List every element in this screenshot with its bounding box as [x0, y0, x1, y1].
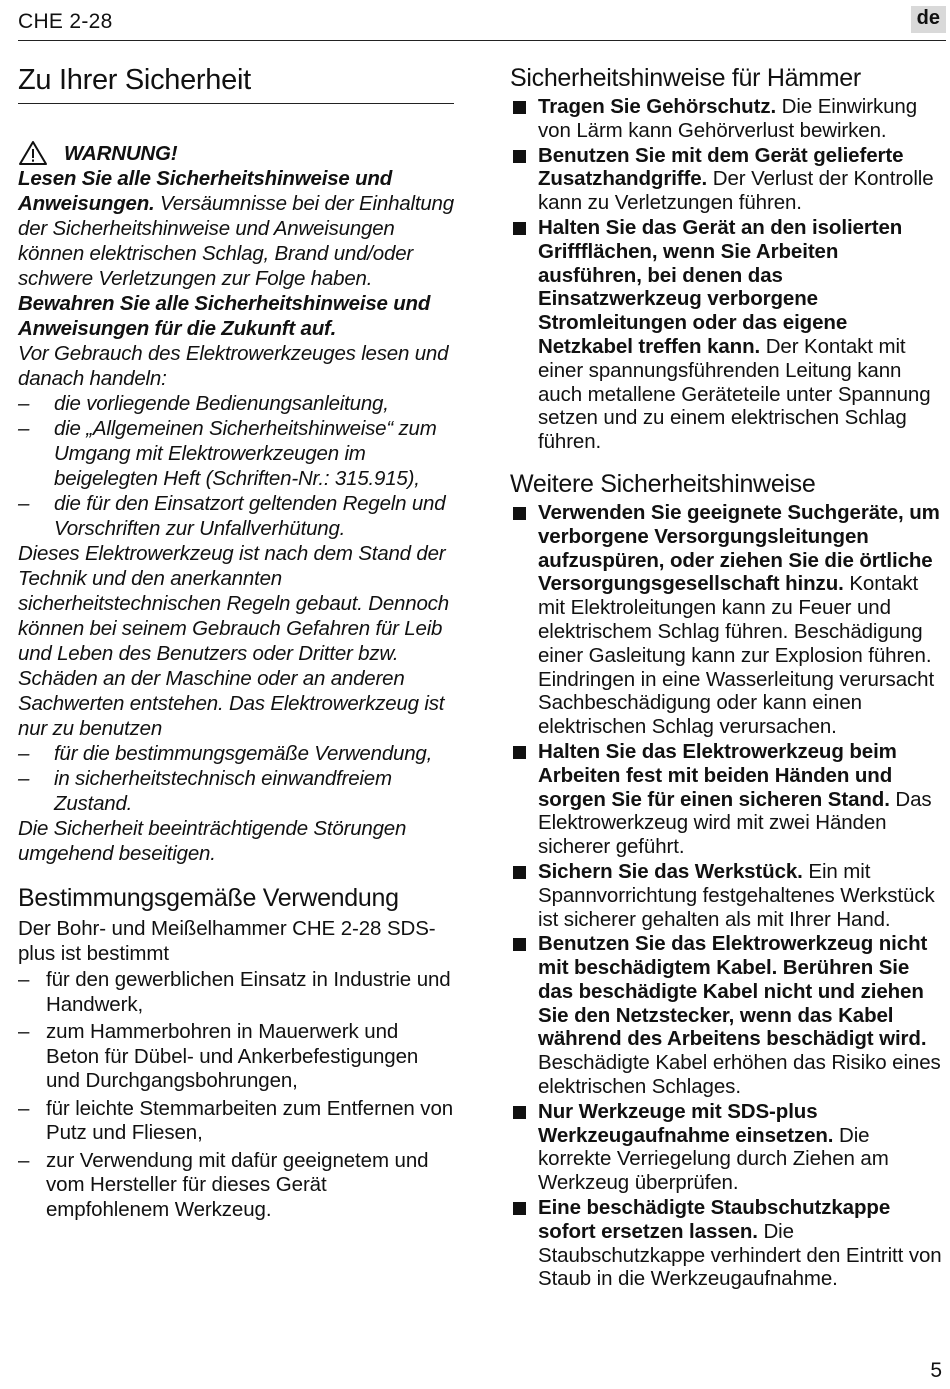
section-title-hammers: Sicherheitshinweise für Hämmer	[510, 64, 861, 92]
intended-use-intro: Der Bohr- und Meißelhammer CHE 2-28 SDS-plus ist bestimmt	[18, 917, 436, 965]
further-safety-list	[510, 501, 946, 1291]
warning-triangle-icon	[18, 140, 48, 166]
section-title-further: Weitere Sicherheitshinweise	[510, 469, 816, 498]
list-item: Tragen Sie Gehörschutz. Die Einwirkung von Lärm kann Gehörverlust bewirken.	[510, 95, 946, 143]
bullet-square-icon	[513, 938, 526, 951]
intended-use-block	[18, 917, 454, 1222]
bullet-square-icon	[513, 1202, 526, 1215]
list-item: – für den gewerblichen Einsatz in Industrie und Handwerk,	[18, 968, 451, 1016]
bullet-square-icon	[513, 1106, 526, 1119]
page-number: 5	[930, 1359, 942, 1382]
bullet-square-icon	[513, 101, 526, 114]
intended-use-list	[18, 968, 454, 1222]
warning-heading	[18, 140, 454, 166]
list-item: Benutzen Sie mit dem Gerät gelieferte Zusatzhandgriffe. Der Verlust der Kontrolle kann zu Verletzungen führen.	[510, 144, 946, 215]
list-item: Halten Sie das Elektrowerkzeug beim Arbeiten fest mit beiden Händen und sorgen Sie für einen sicheren Stand. Das Elektrowerkzeug wird mit zwei Händen sicherer geführt.	[510, 740, 946, 859]
bullet-square-icon	[513, 746, 526, 759]
bullet-square-icon	[513, 222, 526, 235]
bullet-square-icon	[513, 150, 526, 163]
list-item: Nur Werkzeuge mit SDS-plus Werkzeugaufnahme einsetzen. Die korrekte Verriegelung durch Ziehen am Werkzeug überprüfen.	[510, 1100, 946, 1195]
warning-consequences: Versäumnisse bei der Einhaltung der Sicherheitshinweise und Anweisungen können elektrischen Schlag, Brand und/oder schwere Verletzungen zur Folge haben.	[18, 192, 454, 290]
bullet-square-icon	[513, 866, 526, 879]
warning-label: WARNUNG!	[64, 141, 178, 165]
list-item: – zur Verwendung mit dafür geeignetem und vom Hersteller für dieses Gerät empfohlenem Werkzeug.	[18, 1148, 429, 1221]
hammer-safety-list	[510, 95, 946, 454]
bullet-square-icon	[513, 507, 526, 520]
list-item: Halten Sie das Gerät an den isolierten Griffflächen, wenn Sie Arbeiten ausführen, bei denen das Einsatzwerkzeug verborgene Stromleitungen oder das eigene Netzkabel treffen kann. Der Kontakt mit einer spannungsführenden Leitung kann auch metallene Geräteteile unter Spannung setzen und zu einem elektrischen Schlag führen.	[510, 216, 946, 454]
right-column	[510, 62, 946, 1292]
page-header	[18, 0, 946, 41]
language-badge: de	[911, 6, 946, 33]
warning-paragraph-3: Dieses Elektrowerkzeug ist nach dem Stand der Technik und den anerkannten sicherheitstechnischen Regeln gebaut. Dennoch können bei seinem Gebrauch Gefahren für Leib und Leben des Benutzers oder Dritter bzw. Schäden an der Maschine oder an anderen Sachwerten entstehen. Das Elektrowerkzeug ist nur zu benutzen	[18, 542, 449, 740]
warning-paragraph-1	[18, 166, 454, 341]
list-item: Eine beschädigte Staubschutzkappe sofort ersetzen lassen. Die Staubschutzkappe verhindert den Eintritt von Staub in die Werkzeugaufnahme.	[510, 1196, 946, 1291]
list-item: – zum Hammerbohren in Mauerwerk und Beton für Dübel- und Ankerbefestigungen und Durchgangsbohrungen,	[18, 1020, 419, 1092]
section-title-safety: Zu Ihrer Sicherheit	[18, 62, 454, 104]
warning-keep-instructions: Bewahren Sie alle Sicherheitshinweise und Anweisungen für die Zukunft auf.	[18, 292, 431, 340]
warning-paragraph-4: Die Sicherheit beeinträchtigende Störungen umgehend beseitigen.	[18, 817, 407, 865]
warning-block	[18, 140, 454, 866]
section-title-intended-use: Bestimmungsgemäße Verwendung	[18, 884, 399, 912]
list-item: Benutzen Sie das Elektrowerkzeug nicht mit beschädigtem Kabel. Berühren Sie das beschädigte Kabel nicht und ziehen Sie den Netzstecker, wenn das Kabel während des Arbeitens beschädigt wird. Beschädigte Kabel erhöhen das Risiko eines elektrischen Schlages.	[510, 932, 946, 1099]
list-item: – für leichte Stemmarbeiten zum Entfernen von Putz und Fliesen,	[18, 1096, 454, 1144]
warning-read-list	[18, 391, 454, 541]
left-column	[18, 62, 454, 1225]
warning-read-instructions: Lesen Sie alle Sicherheitshinweise und Anweisungen.	[18, 167, 393, 215]
list-item: – in sicherheitstechnisch einwandfreiem Zustand.	[18, 767, 392, 815]
list-item: Verwenden Sie geeignete Suchgeräte, um verborgene Versorgungsleitungen aufzuspüren, oder ziehen Sie die örtliche Versorgungsgesellschaft hinzu. Kontakt mit Elektroleitungen kann zu Feuer und elektrischem Schlag führen. Beschädigung einer Gasleitung kann zur Explosion führen. Eindringen in eine Wasserleitung verursacht Sachbeschädigung oder kann einen elektrischen Schlag verursachen.	[510, 501, 946, 739]
list-item: – die für den Einsatzort geltenden Regeln und Vorschriften zur Unfallverhütung.	[18, 492, 446, 540]
warning-use-list	[18, 741, 454, 816]
list-item: – für die bestimmungsgemäße Verwendung,	[18, 742, 433, 765]
warning-paragraph-2: Vor Gebrauch des Elektrowerkzeuges lesen und danach handeln:	[18, 342, 449, 390]
document-id: CHE 2-28	[18, 10, 113, 33]
list-item: Sichern Sie das Werkstück. Ein mit Spannvorrichtung festgehaltenes Werkstück ist sicherer gehalten als mit Ihrer Hand.	[510, 860, 946, 931]
list-item: – die „Allgemeinen Sicherheitshinweise“ zum Umgang mit Elektrowerkzeugen im beigelegten Heft (Schriften-Nr.: 315.915),	[18, 417, 437, 490]
list-item: – die vorliegende Bedienungsanleitung,	[18, 392, 389, 415]
